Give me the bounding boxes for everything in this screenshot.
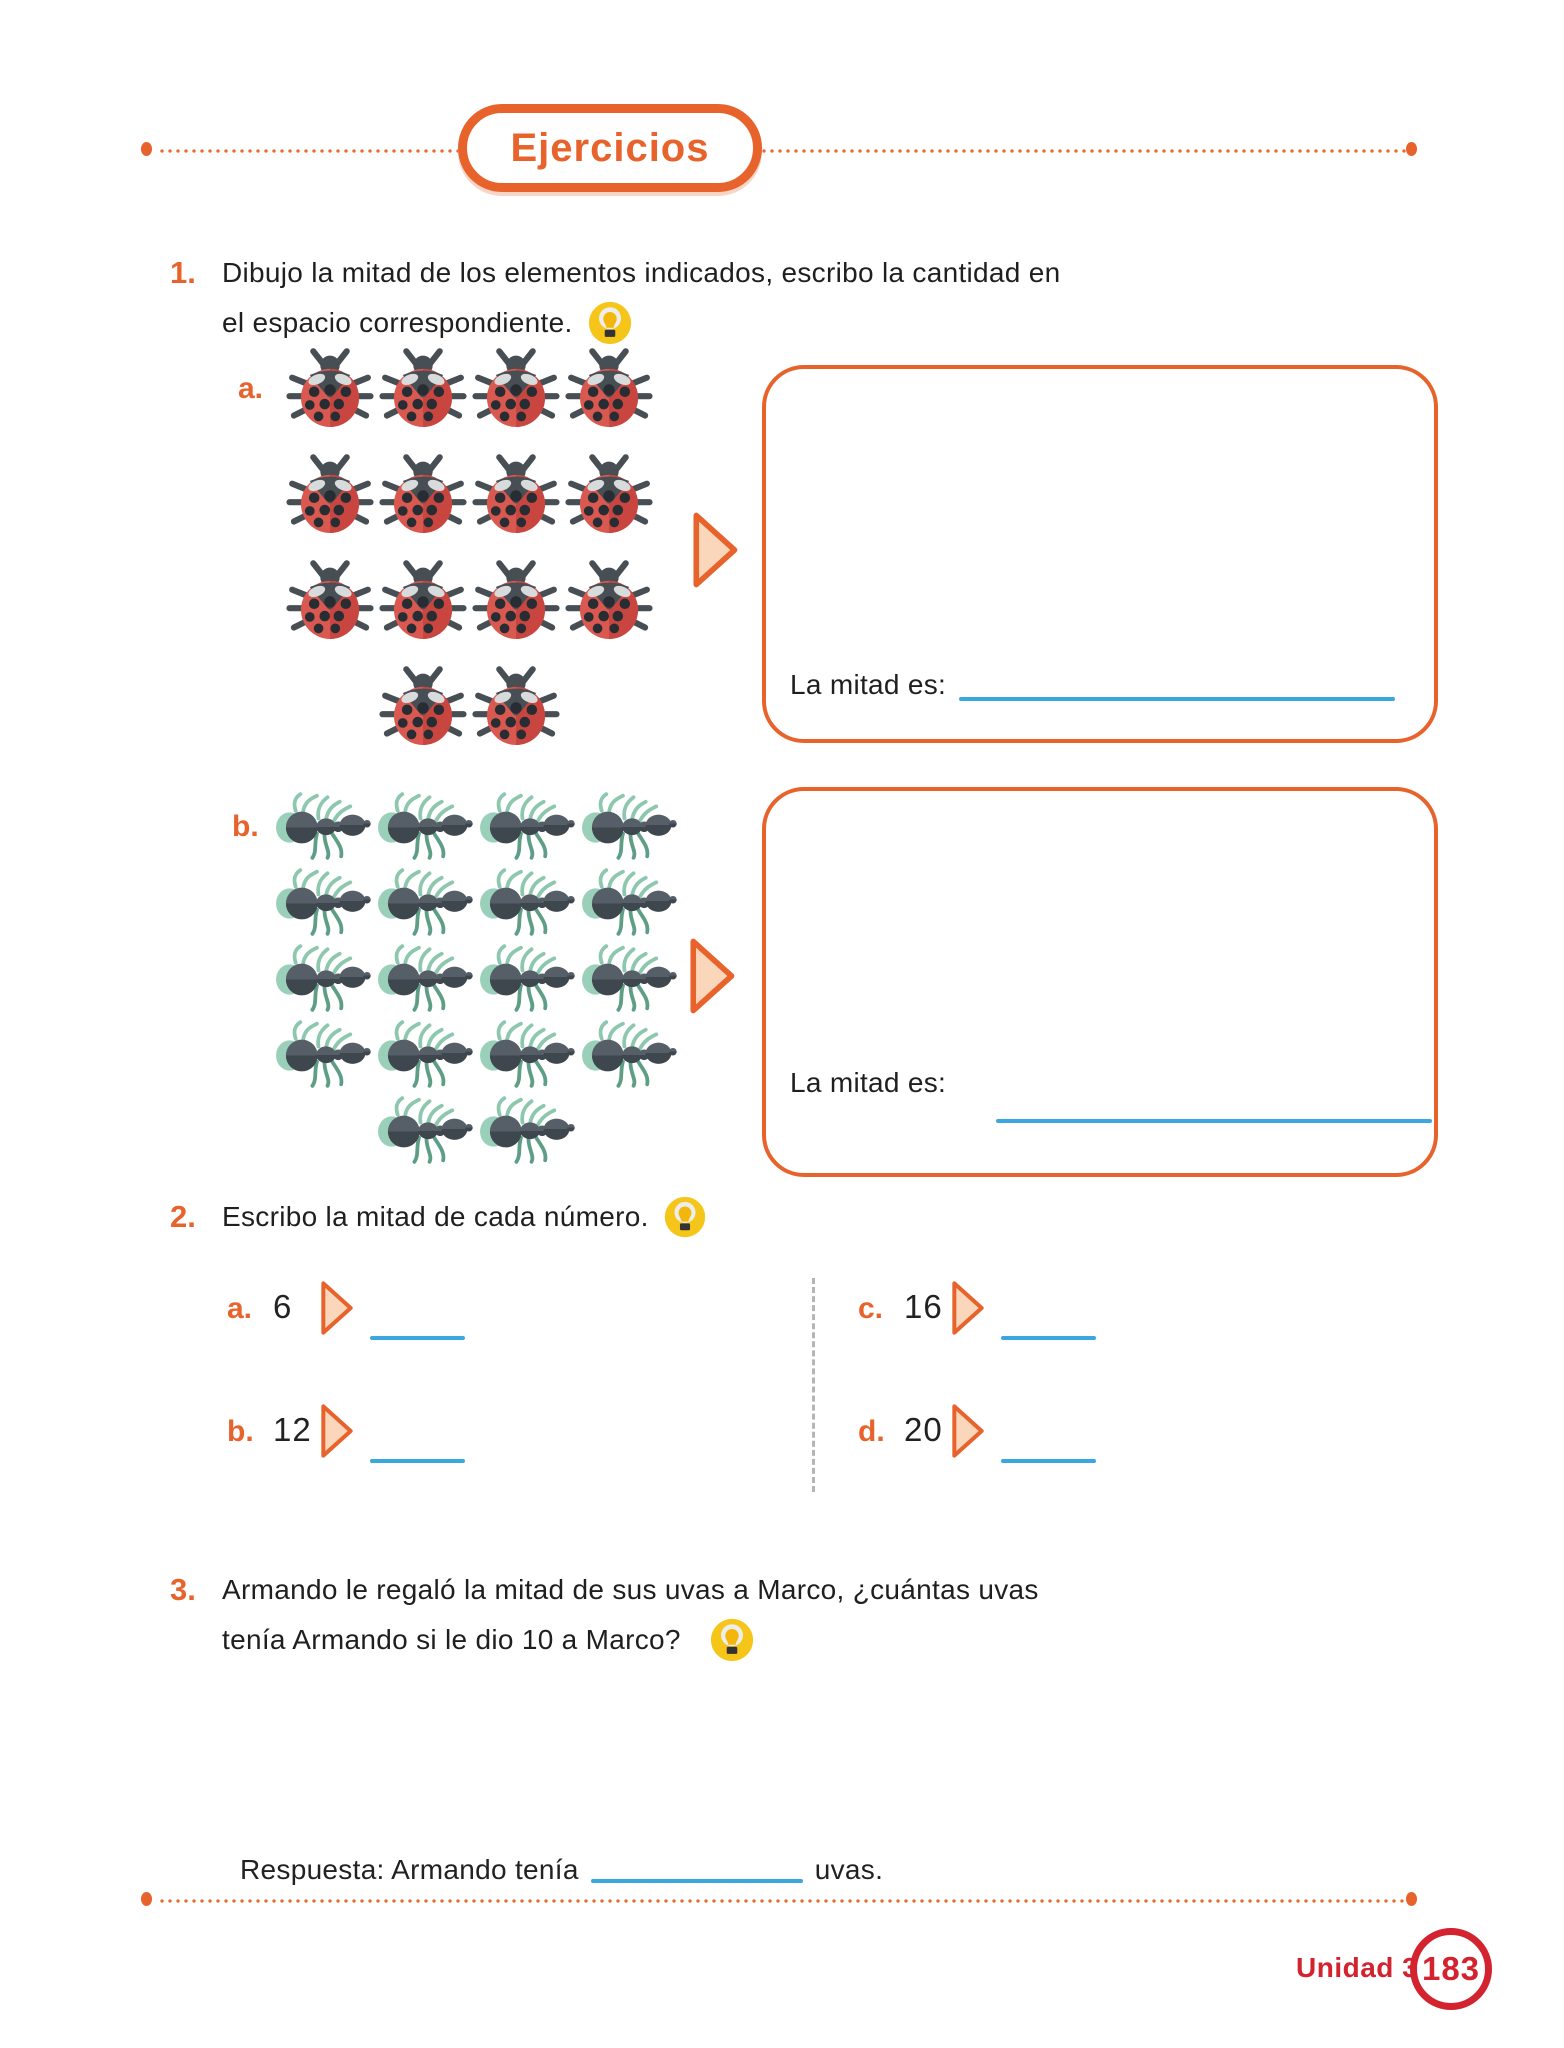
exercise-3-prompt-line2-row [222,1615,1039,1665]
ant-icon [375,1019,475,1089]
ladybug-icon [379,558,467,646]
ladybug-icon [286,452,374,540]
ladybug-row [286,558,653,646]
ant-grid [273,791,679,1165]
exercise-3-prompt [222,1565,1039,1665]
ant-icon [273,1019,373,1089]
ladybug-icon [472,452,560,540]
ant-icon [477,867,577,937]
arrow-right-icon [686,505,742,595]
item-label: c. [858,1292,884,1325]
arrow-right-icon [947,1389,987,1473]
ladybug-icon [565,452,653,540]
answer-line-a[interactable] [959,697,1395,701]
arrow-right-icon [947,1266,987,1350]
ladybug-icon [472,346,560,434]
header-rule-left-dot [141,142,152,156]
exercise-1-prompt-line2: el espacio correspondiente. [222,307,573,338]
exercise-2-item-b [227,1389,517,1481]
ladybug-icon [565,346,653,434]
ant-icon [477,1019,577,1089]
ladybug-icon [472,664,560,752]
arrow-right-icon [683,930,739,1022]
exercise-3-answer-row [240,1850,883,1890]
item-a-label: a. [238,372,264,405]
ladybug-row [286,452,653,540]
ladybug-icon [565,558,653,646]
ant-row [273,943,679,1013]
answer-line-b[interactable] [996,1119,1432,1123]
exercise-1-prompt-line2-row [222,298,1061,348]
ladybug-row [286,346,653,434]
page-number: 183 [1421,1950,1481,1987]
footer-rule-left-dot [141,1892,152,1906]
ant-icon [579,791,679,861]
exercise-2 [170,1192,707,1242]
header-rule-right-dot [1406,142,1417,156]
ladybug-icon [379,452,467,540]
item-value: 16 [904,1288,943,1325]
ant-icon [375,1095,475,1165]
item-label: b. [227,1415,254,1448]
ant-row [273,1095,679,1165]
exercise-2-item-c [858,1266,1148,1358]
ladybug-grid [286,346,653,752]
exercise-1 [170,248,1061,348]
lightbulb-icon [663,1195,707,1239]
ant-icon [273,943,373,1013]
ant-icon [579,867,679,937]
exercise-2-item-d [858,1389,1148,1481]
footer-unit-label: Unidad 3 [1296,1952,1419,1983]
lightbulb-icon [587,300,633,346]
ant-icon [579,1019,679,1089]
answer-line[interactable] [370,1336,465,1340]
exercise-2-number: 2. [170,1199,196,1234]
header-rule-right [762,149,1406,153]
ladybug-icon [286,558,374,646]
exercise-1-prompt [222,248,1061,348]
exercise-2-divider [812,1278,815,1492]
ant-icon [375,943,475,1013]
ladybug-icon [379,346,467,434]
answer-line[interactable] [1001,1459,1096,1463]
ant-icon [477,1095,577,1165]
item-label: a. [227,1292,253,1325]
answer-suffix: uvas. [814,1854,884,1885]
page-number-badge [1410,1928,1492,2010]
item-b-label: b. [232,810,259,843]
page-title: Ejercicios [510,125,710,170]
item-value: 20 [904,1411,943,1448]
exercise-2-prompt-row [222,1192,707,1242]
ant-icon [477,791,577,861]
ladybug-row [286,664,653,752]
exercise-3 [170,1565,1039,1665]
ladybug-icon [286,346,374,434]
exercise-1-number: 1. [170,255,196,290]
exercise-3-number: 3. [170,1572,196,1607]
footer-rule-right-dot [1406,1892,1417,1906]
answer-prefix: Respuesta: Armando tenía [240,1854,579,1885]
exercise-3-prompt-line1: Armando le regaló la mitad de sus uvas a Marco, ¿cuántas uvas [222,1574,1039,1605]
answer-line-respuesta[interactable] [591,1879,803,1883]
item-value: 12 [273,1411,312,1448]
arrow-right-icon [316,1266,356,1350]
footer-rule [160,1899,1404,1903]
answer-box-b[interactable] [762,787,1438,1177]
ladybug-icon [379,664,467,752]
exercise-2-item-a [227,1266,517,1358]
ejercicios-badge [458,104,762,192]
header-rule-left [160,149,458,153]
answer-box-a[interactable] [762,365,1438,743]
answer-line[interactable] [1001,1336,1096,1340]
ant-icon [375,791,475,861]
item-label: d. [858,1415,885,1448]
ant-icon [579,943,679,1013]
answer-line[interactable] [370,1459,465,1463]
ant-icon [477,943,577,1013]
ant-row [273,791,679,861]
exercise-1-prompt-line1: Dibujo la mitad de los elementos indicados, escribo la cantidad en [222,257,1061,288]
arrow-right-icon [316,1389,356,1473]
ant-row [273,867,679,937]
lightbulb-icon [709,1617,755,1663]
ant-icon [375,867,475,937]
exercise-2-prompt: Escribo la mitad de cada número. [222,1201,649,1232]
exercise-3-prompt-line2: tenía Armando si le dio 10 a Marco? [222,1624,681,1655]
ant-icon [273,791,373,861]
ant-row [273,1019,679,1089]
item-value: 6 [273,1288,293,1325]
ant-icon [273,867,373,937]
ladybug-icon [472,558,560,646]
answer-label-a: La mitad es: [790,669,947,700]
answer-label-b: La mitad es: [790,1067,947,1098]
